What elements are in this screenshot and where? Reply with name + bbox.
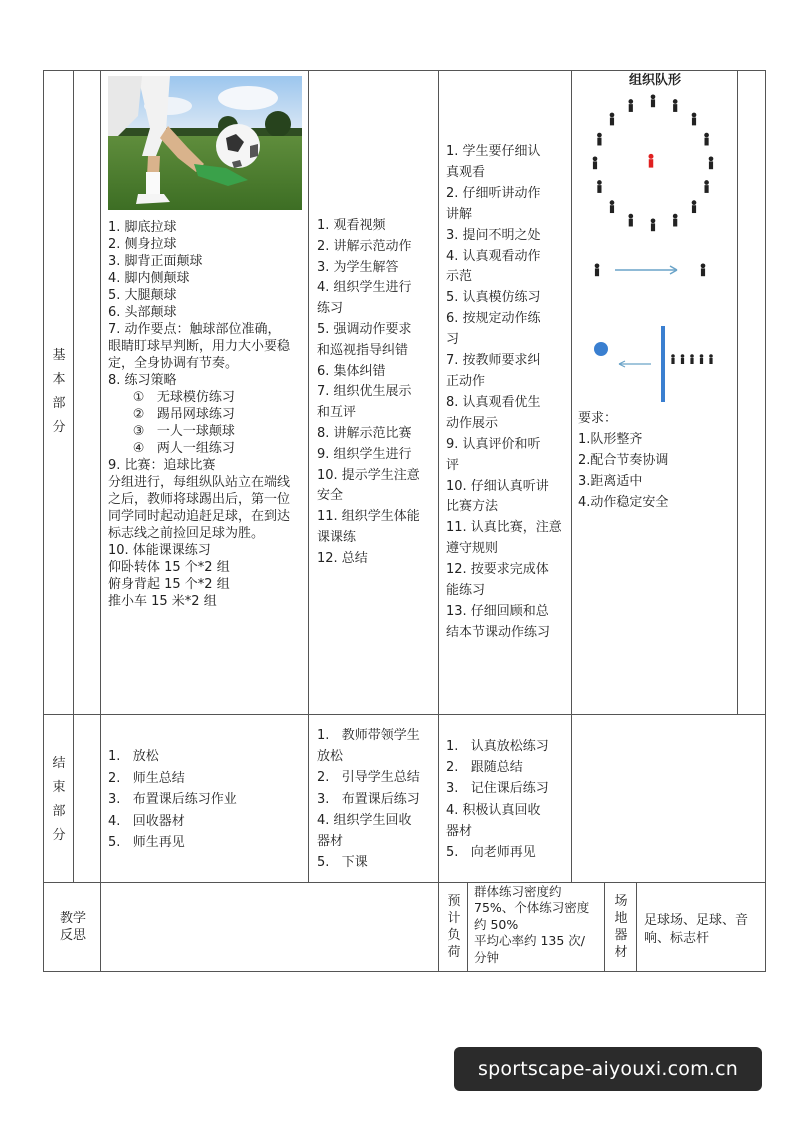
col-divider-3 (308, 70, 309, 883)
student-figure-icon (673, 99, 678, 112)
ending-content: 1. 放松 2. 师生总结 3. 布置课后练习作业 4. 回收器材 5. 师生再见 (108, 749, 237, 851)
basic-content-line: 6. 头部颠球 (108, 305, 177, 320)
basic-content-line: 定，全身协调有节奏。 (108, 356, 239, 371)
student-figure-icon (628, 214, 633, 227)
student-figure-icon (597, 133, 602, 146)
student-figure-icon (704, 180, 709, 193)
basic-content-line: 俯身背起 15 个*2 组 (108, 577, 230, 592)
section-label-ending: 结 束 部 分 (52, 756, 66, 843)
ending-student-activities: 1. 认真放松练习 2. 跟随总结 3. 记住课后练习 4. 积极认真回收 器材 5. 向老师再见 (446, 739, 549, 861)
student-figure-icon (690, 354, 694, 364)
student-figure-icon (681, 354, 685, 364)
student-figure-icon (671, 354, 675, 364)
student-figure-icon (593, 156, 598, 169)
table-left-border (43, 70, 44, 972)
basic-content-line: 7. 动作要点：触球部位准确， (108, 322, 281, 337)
col-divider-load-label (467, 882, 468, 972)
col-divider-venue (604, 882, 605, 972)
student-figure-icon (673, 214, 678, 227)
basic-content-line: 9. 比赛：追球比赛 (108, 458, 216, 473)
student-figure-icon (700, 354, 704, 364)
table-bottom-border (43, 971, 765, 972)
marker-pole (661, 326, 665, 402)
student-figure-icon (610, 113, 615, 126)
student-figure-icon (610, 200, 615, 213)
football-kick-photo (108, 76, 302, 210)
row-divider-ending (43, 714, 765, 715)
formation-diagram (573, 72, 737, 412)
basic-content-line: ④ 两人一组练习 (108, 441, 235, 456)
col-divider-2 (100, 70, 101, 972)
ending-teacher-activities: 1. 教师带领学生 放松 2. 引导学生总结 3. 布置课后练习 4. 组织学生回收 器材 5. 下课 (317, 728, 420, 871)
basic-content-line: 之后，教师将球踢出后，第一位 (108, 492, 291, 507)
student-figure-icon (709, 156, 714, 169)
basic-content-line: 仰卧转体 15 个*2 组 (108, 560, 230, 575)
student-figure-icon (692, 113, 697, 126)
table-top-border (43, 70, 765, 71)
student-figure-icon (692, 200, 697, 213)
basic-content-line: 8. 练习策略 (108, 373, 177, 388)
basic-content-line: 5. 大腿颠球 (108, 288, 177, 303)
col-divider-6 (737, 70, 738, 715)
student-figure-icon (595, 263, 600, 276)
student-figure-icon (651, 218, 656, 231)
student-figure-icon (628, 99, 633, 112)
basic-teacher-activities: 1. 观看视频 2. 讲解示范动作 3. 为学生解答 4. 组织学生进行 练习 5. 强调动作要求 和巡视指导纠错 6. 集体纠错 7. 组织优生展示 和互评 8. 讲解示范比赛 9. 组织学生进行 10. 提示学生注意 安全 11. 组织学生体能 课课练 12. 总结 (317, 218, 420, 566)
basic-content-line: ③ 一人一球颠球 (108, 424, 235, 439)
basic-content-line: 分组进行，每组纵队站立在端线 (108, 475, 291, 490)
student-figure-icon (597, 180, 602, 193)
site-watermark: sportscape-aiyouxi.com.cn (454, 1047, 762, 1091)
basic-content-line: 3. 脚背正面颠球 (108, 254, 203, 269)
arrow-row (595, 263, 706, 276)
col-divider-4 (438, 70, 439, 972)
student-figure-icon (704, 133, 709, 146)
student-figure-icon (651, 94, 656, 107)
section-label-basic: 基 本 部 分 (52, 348, 66, 435)
load-label: 预 计 负 荷 (447, 894, 461, 960)
basic-content-line: ② 踢吊网球练习 (108, 407, 235, 422)
basic-content-line: 推小车 15 米*2 组 (108, 594, 217, 609)
col-divider-5 (571, 70, 572, 883)
basic-content-line: 1. 脚底拉球 (108, 220, 177, 235)
student-figure-icon (648, 154, 653, 168)
basic-student-activities: 1. 学生要仔细认 真观看 2. 仔细听讲动作 讲解 3. 提问不明之处 4. 认真观看动作 示范 5. 认真模仿练习 6. 按规定动作练 习 7. 按教师要求纠 正动作 8. 认真观看优生 动作展示 9. 认真评价和听 评 10. 仔细认真听讲 比赛方法 11. 认真比赛，注意 遵守规则 12. 按要求完成体 能练习 13. 仔细回顾和总 结本节课动作练习 (446, 144, 562, 640)
basic-content-line: 眼睛盯球早判断，用力大小要稳 (108, 339, 291, 354)
ball-icon (594, 342, 608, 356)
venue-label: 场 地 器 材 (614, 894, 628, 960)
col-divider-1 (73, 70, 74, 883)
formation-title: 组织队形 (628, 73, 681, 88)
basic-content-line: 标志线之前捡回足球为胜。 (108, 526, 265, 541)
basic-content-line: 同学同时起动追赶足球，在到达 (108, 509, 291, 524)
reflection-label: 教学 反思 (59, 911, 86, 943)
basic-content-line: 4. 脚内侧颠球 (108, 271, 190, 286)
basic-content-line: 2. 侧身拉球 (108, 237, 177, 252)
row-divider-footer (43, 882, 765, 883)
basic-content (108, 219, 306, 610)
student-figure-icon (709, 354, 713, 364)
basic-content-line: 10. 体能课课练习 (108, 543, 211, 558)
col-divider-venue-label (636, 882, 637, 972)
load-text: 群体练习密度约 75%、个体练习密度 约 50% 平均心率约 135 次/ 分钟 (474, 884, 590, 965)
table-right-border (765, 70, 766, 972)
student-figure-icon (701, 263, 706, 276)
basic-content-line: ① 无球模仿练习 (108, 390, 235, 405)
venue-text: 足球场、足球、音 响、标志杆 (644, 913, 749, 946)
formation-requirements: 要求： 1.队形整齐 2.配合节奏协调 3.距离适中 4.动作稳定安全 (578, 411, 669, 510)
